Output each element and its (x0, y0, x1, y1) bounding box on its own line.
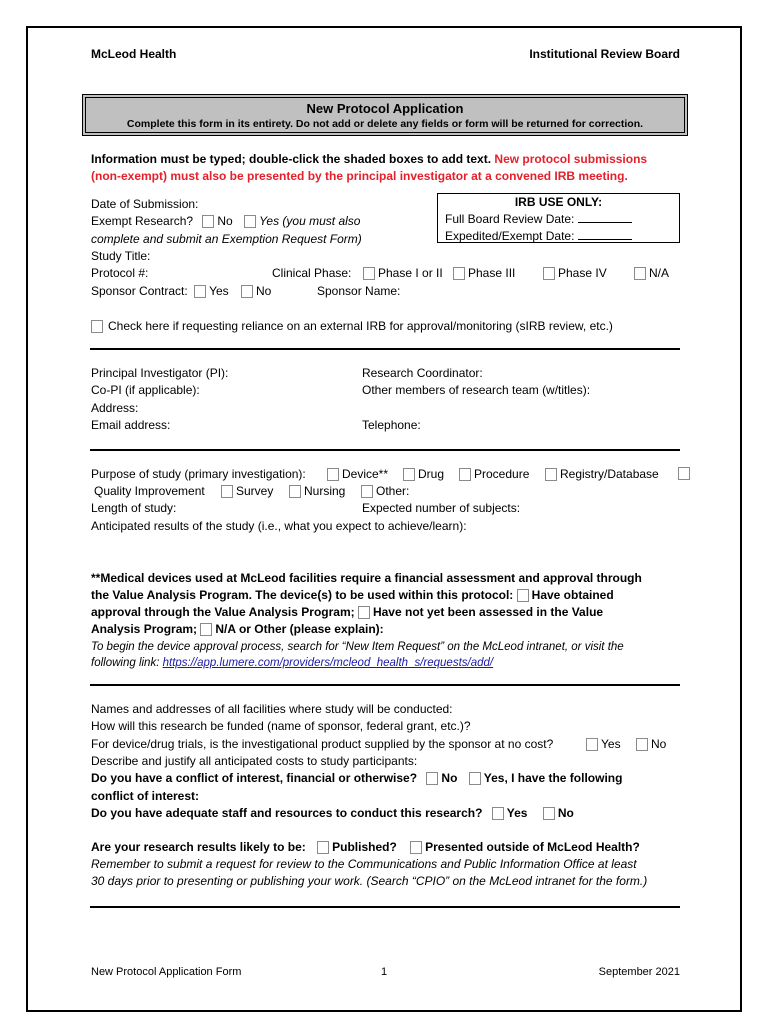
devices-line-4 (91, 621, 384, 638)
other-label: Other: (376, 484, 410, 498)
results-row (91, 839, 640, 856)
phase-3-checkbox[interactable] (453, 267, 465, 280)
devices-note-2-prefix: following link: (91, 657, 160, 669)
staff-no-checkbox[interactable] (543, 807, 555, 820)
staff-row (91, 805, 574, 822)
quality-improvement-label: Quality Improvement (94, 484, 205, 498)
devices-note-2 (91, 655, 493, 671)
pi-label: Principal Investigator (PI): (91, 366, 229, 380)
devices-obtained-checkbox[interactable] (517, 589, 529, 602)
coi-yes-label: Yes, I have the following (483, 771, 623, 785)
supplied-no-option (636, 736, 666, 753)
address-label: Address: (91, 401, 139, 415)
procedure-label: Procedure (474, 467, 530, 481)
divider-4 (90, 906, 680, 908)
survey-option (221, 483, 273, 500)
intro-black: Information must be typed; double-click the shaded boxes to add text. (91, 152, 492, 166)
device-option (327, 466, 388, 483)
devices-line-2-text: the Value Analysis Program. The device(s) to be used within this protocol: (91, 588, 514, 602)
supplied-no-checkbox[interactable] (636, 738, 648, 751)
sponsor-contract-yes-label: Yes (209, 284, 229, 298)
devices-not-assessed-checkbox[interactable] (358, 606, 370, 619)
exempt-research-row (91, 213, 360, 230)
form-title: New Protocol Application (306, 101, 464, 116)
full-board-date-row (445, 211, 632, 228)
presented-checkbox[interactable] (410, 841, 422, 854)
purpose-label: Purpose of study (primary investigation): (91, 467, 306, 481)
phase-1-2-option (363, 265, 443, 282)
full-board-date-label: Full Board Review Date: (445, 212, 575, 226)
devices-obtained-label: Have obtained (531, 588, 614, 602)
phase-na-label: N/A (649, 266, 670, 280)
intro-red-2: (non-exempt) must also be presented by the principal investigator at a convened IRB meeting. (91, 169, 628, 183)
reliance-label: Check here if requesting reliance on an external IRB for approval/monitoring (sIRB review, etc.) (108, 319, 613, 333)
divider-3 (90, 684, 680, 686)
coi-row (91, 770, 622, 787)
title-box (82, 94, 688, 136)
exempt-yes-checkbox[interactable] (244, 215, 256, 228)
drug-label: Drug (418, 467, 445, 481)
devices-line-3 (91, 604, 603, 621)
nursing-label: Nursing (304, 484, 346, 498)
coi-continued: conflict of interest: (91, 789, 200, 803)
form-subtitle: Complete this form in its entirety. Do not add or delete any fields or form will be returned for correction. (126, 118, 644, 130)
supplied-label: For device/drug trials, is the investigational product supplied by the sponsor at no cost? (91, 737, 554, 751)
other-checkbox[interactable] (361, 485, 373, 498)
costs-label: Describe and justify all anticipated costs to study participants: (91, 754, 418, 768)
other-option (361, 483, 409, 500)
length-of-study-label: Length of study: (91, 501, 177, 515)
registry-checkbox[interactable] (545, 468, 557, 481)
coi-label: Do you have a conflict of interest, financial or otherwise? (91, 771, 418, 785)
expedited-date-row (445, 228, 632, 245)
sponsor-contract-row (91, 283, 271, 300)
staff-no-label: No (557, 806, 574, 820)
header-board: Institutional Review Board (529, 47, 680, 61)
footer-page-number: 1 (381, 966, 388, 978)
footer-date: September 2021 (598, 966, 680, 978)
drug-checkbox[interactable] (403, 468, 415, 481)
divider-1 (90, 348, 680, 350)
devices-na-checkbox[interactable] (200, 623, 212, 636)
divider-2 (90, 449, 680, 451)
sponsor-contract-label: Sponsor Contract: (91, 284, 188, 298)
staff-yes-label: Yes (506, 806, 528, 820)
irb-use-title: IRB USE ONLY: (514, 195, 603, 209)
phase-na-option (634, 265, 669, 282)
coi-no-label: No (441, 771, 458, 785)
nursing-checkbox[interactable] (289, 485, 301, 498)
email-label: Email address: (91, 418, 171, 432)
device-checkbox[interactable] (327, 468, 339, 481)
published-label: Published? (332, 840, 397, 854)
supplied-no-label: No (651, 737, 667, 751)
device-label: Device** (342, 467, 389, 481)
coordinator-label: Research Coordinator: (362, 366, 483, 380)
exempt-yes-note-2: complete and submit an Exemption Request Form) (91, 232, 362, 246)
sponsor-contract-no-checkbox[interactable] (241, 285, 253, 298)
survey-label: Survey (236, 484, 274, 498)
devices-na-label: N/A or Other (please explain): (215, 622, 384, 636)
procedure-option (459, 466, 529, 483)
full-board-date-blank (578, 211, 632, 223)
quality-improvement-checkbox[interactable] (678, 467, 690, 480)
expedited-date-blank (578, 228, 632, 240)
phase-4-option (543, 265, 607, 282)
drug-option (403, 466, 444, 483)
anticipated-results-label: Anticipated results of the study (i.e., what you expect to achieve/learn): (91, 519, 467, 533)
results-note-2: 30 days prior to presenting or publishing your work. (Search “CPIO” on the McLeod intranet for the form.) (91, 874, 648, 888)
survey-checkbox[interactable] (221, 485, 233, 498)
protocol-number-label: Protocol #: (91, 266, 149, 280)
supplied-yes-option (586, 736, 621, 753)
exempt-no-label: No (217, 214, 233, 228)
irb-use-only-box (437, 193, 680, 243)
phase-1-2-label: Phase I or II (378, 266, 443, 280)
study-title-label: Study Title: (91, 249, 151, 263)
intro-red-1: New protocol submissions (494, 152, 648, 166)
phase-1-2-checkbox[interactable] (363, 267, 375, 280)
intro-line-1 (91, 151, 647, 168)
registry-option (545, 466, 659, 483)
reliance-checkbox[interactable] (91, 320, 103, 333)
registry-label: Registry/Database (560, 467, 659, 481)
telephone-label: Telephone: (362, 418, 421, 432)
exempt-no-checkbox[interactable] (202, 215, 214, 228)
devices-note-1: To begin the device approval process, search for “New Item Request” on the McLeod intranet, or visit the (91, 641, 624, 653)
devices-not-assessed-label: Have not yet been assessed in the Value (372, 605, 604, 619)
results-note-1: Remember to submit a request for review to the Communications and Public Information Office at least (91, 857, 637, 871)
supplied-yes-label: Yes (601, 737, 621, 751)
exempt-research-label: Exempt Research? (91, 214, 194, 228)
date-of-submission-label: Date of Submission: (91, 197, 199, 211)
phase-4-label: Phase IV (558, 266, 607, 280)
value-analysis-link[interactable]: https://app.lumere.com/providers/mcleod_health_s/requests/add/ (162, 657, 494, 669)
other-members-label: Other members of research team (w/titles): (362, 383, 591, 397)
presented-label: Presented outside of McLeod Health? (425, 840, 640, 854)
funding-label: How will this research be funded (name of sponsor, federal grant, etc.)? (91, 719, 471, 733)
staff-yes-checkbox[interactable] (492, 807, 504, 820)
header-org: McLeod Health (91, 47, 177, 61)
devices-line-2 (91, 587, 614, 604)
sponsor-name-label: Sponsor Name: (317, 284, 401, 298)
phase-4-checkbox[interactable] (543, 267, 555, 280)
procedure-checkbox[interactable] (459, 468, 471, 481)
sponsor-contract-no-label: No (255, 284, 272, 298)
clinical-phase-label: Clinical Phase: (272, 266, 352, 280)
devices-line-3-text: approval through the Value Analysis Program; (91, 605, 355, 619)
phase-na-checkbox[interactable] (634, 267, 646, 280)
devices-line-4-text: Analysis Program; (91, 622, 198, 636)
footer-form-name: New Protocol Application Form (91, 966, 242, 978)
expedited-date-label: Expedited/Exempt Date: (445, 229, 575, 243)
staff-label: Do you have adequate staff and resources to conduct this research? (91, 806, 483, 820)
supplied-yes-checkbox[interactable] (586, 738, 598, 751)
coi-no-checkbox[interactable] (426, 772, 438, 785)
devices-line-1: **Medical devices used at McLeod facilities require a financial assessment and approval through (91, 571, 642, 585)
coi-yes-checkbox[interactable] (469, 772, 481, 785)
published-checkbox[interactable] (317, 841, 329, 854)
copi-label: Co-PI (if applicable): (91, 383, 200, 397)
facilities-label: Names and addresses of all facilities where study will be conducted: (91, 702, 453, 716)
expected-subjects-label: Expected number of subjects: (362, 501, 521, 515)
sponsor-contract-yes-checkbox[interactable] (194, 285, 206, 298)
reliance-row (91, 318, 613, 335)
phase-3-label: Phase III (468, 266, 516, 280)
exempt-yes-note-1: Yes (you must also (259, 214, 361, 228)
nursing-option (289, 483, 345, 500)
phase-3-option (453, 265, 515, 282)
results-label: Are your research results likely to be: (91, 840, 306, 854)
